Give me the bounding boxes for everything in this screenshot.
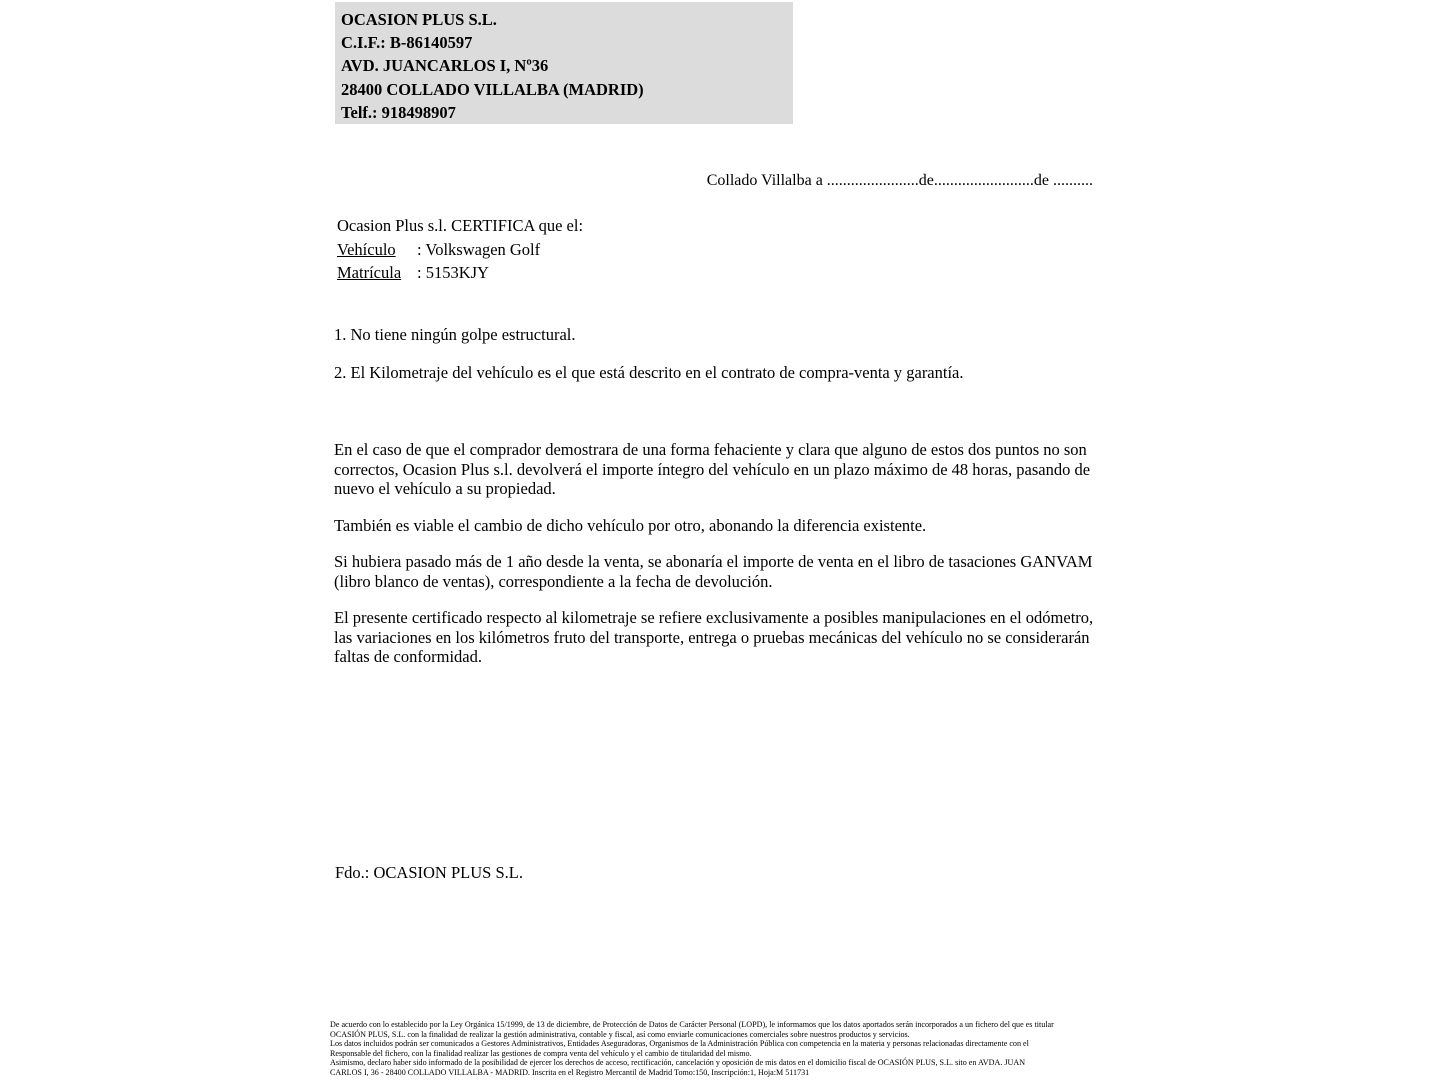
legal-footer (330, 1020, 1120, 1078)
footer-line: Asimismo, declaro haber sido informado de la posibilidad de ejercer los derechos de acceso, rectificación, cancelación y oposición de mis datos en el domicilio fiscal de OCASIÓN PLUS, S.L. sito en AVDA. JUAN (330, 1058, 1026, 1068)
footer-line: De acuerdo con lo establecido por la Ley Orgánica 15/1999, de 13 de diciembre, de Protección de Datos de Carácter Personal (LOPD), le informamos que los datos aportados serán incorporados a un fichero del que es titular (330, 1020, 1054, 1029)
date-line: Collado Villalba a .......................de.........................de .......... (706, 172, 1093, 189)
company-address: AVD. JUANCARLOS I, Nº36 (341, 56, 549, 76)
footer-line: Los datos incluidos podrán ser comunicados a Gestores Administrativos, Entidades Aseguradoras, Organismos de la Administración Pública con competencia en la materia y personas relacionadas directamente con el (330, 1039, 1029, 1049)
company-name: OCASION PLUS S.L. (341, 10, 497, 29)
footer-line: CARLOS I, 36 - 28400 COLLADO VILLALBA - MADRID. Inscrita en el Registro Mercantil de Madrid Tomo:150, Inscripción:1, Hoja:M 511731 (330, 1067, 810, 1077)
plate-row (337, 261, 1037, 285)
certification-block (337, 214, 1037, 285)
footer-line: OCASIÓN PLUS, S.L. con la finalidad de realizar la gestión administrativa, contable y fiscal, así como enviarle comunicaciones comerciales sobre nuestros productos y servicios. (330, 1029, 910, 1039)
vehicle-row (337, 238, 1037, 262)
paragraph-refund: En el caso de que el comprador demostrara de una forma fehaciente y clara que alguno de estos dos puntos no son correctos, Ocasion Plus s.l. devolverá el importe íntegro del vehículo en un plazo máximo de 48 horas, pasando de nuevo el vehículo a su propiedad. (334, 440, 1091, 498)
terms-paragraphs (334, 440, 1100, 684)
point-2: 2. El Kilometraje del vehículo es el que está descrito en el contrato de compra-venta y garantía. (334, 363, 964, 382)
footer-line: Responsable del fichero, con la finalidad realizar las gestiones de compra venta del vehículo y el cambio de titularidad del mismo. (330, 1048, 752, 1058)
company-city: 28400 COLLADO VILLALBA (MADRID) (341, 79, 644, 99)
company-phone: Telf.: 918498907 (341, 102, 456, 122)
vehicle-value: : Volkswagen Golf (417, 239, 541, 259)
paragraph-ganvam: Si hubiera pasado más de 1 año desde la venta, se abonaría el importe de venta en el libro de tasaciones GANVAM (libro blanco de ventas), correspondiente a la fecha de devolución. (334, 552, 1093, 591)
point-1: 1. No tiene ningún golpe estructural. (334, 325, 576, 344)
company-cif: C.I.F.: B-86140597 (341, 33, 473, 53)
plate-label: Matrícula (337, 263, 402, 282)
certify-intro: Ocasion Plus s.l. CERTIFICA que el: (337, 216, 584, 235)
paragraph-odometer: El presente certificado respecto al kilometraje se refiere exclusivamente a posibles manipulaciones en el odómetro, las variaciones en los kilómetros fruto del transporte, entrega o pruebas mecánicas del vehículo no se considerarán faltas de conformidad. (334, 608, 1094, 666)
company-header-box (335, 2, 793, 124)
vehicle-label: Vehículo (337, 239, 396, 259)
plate-value: : 5153KJY (417, 263, 489, 282)
signature-line: Fdo.: OCASION PLUS S.L. (335, 863, 523, 882)
paragraph-exchange: También es viable el cambio de dicho vehículo por otro, abonando la diferencia existente. (334, 515, 927, 535)
certified-points (334, 325, 1100, 383)
